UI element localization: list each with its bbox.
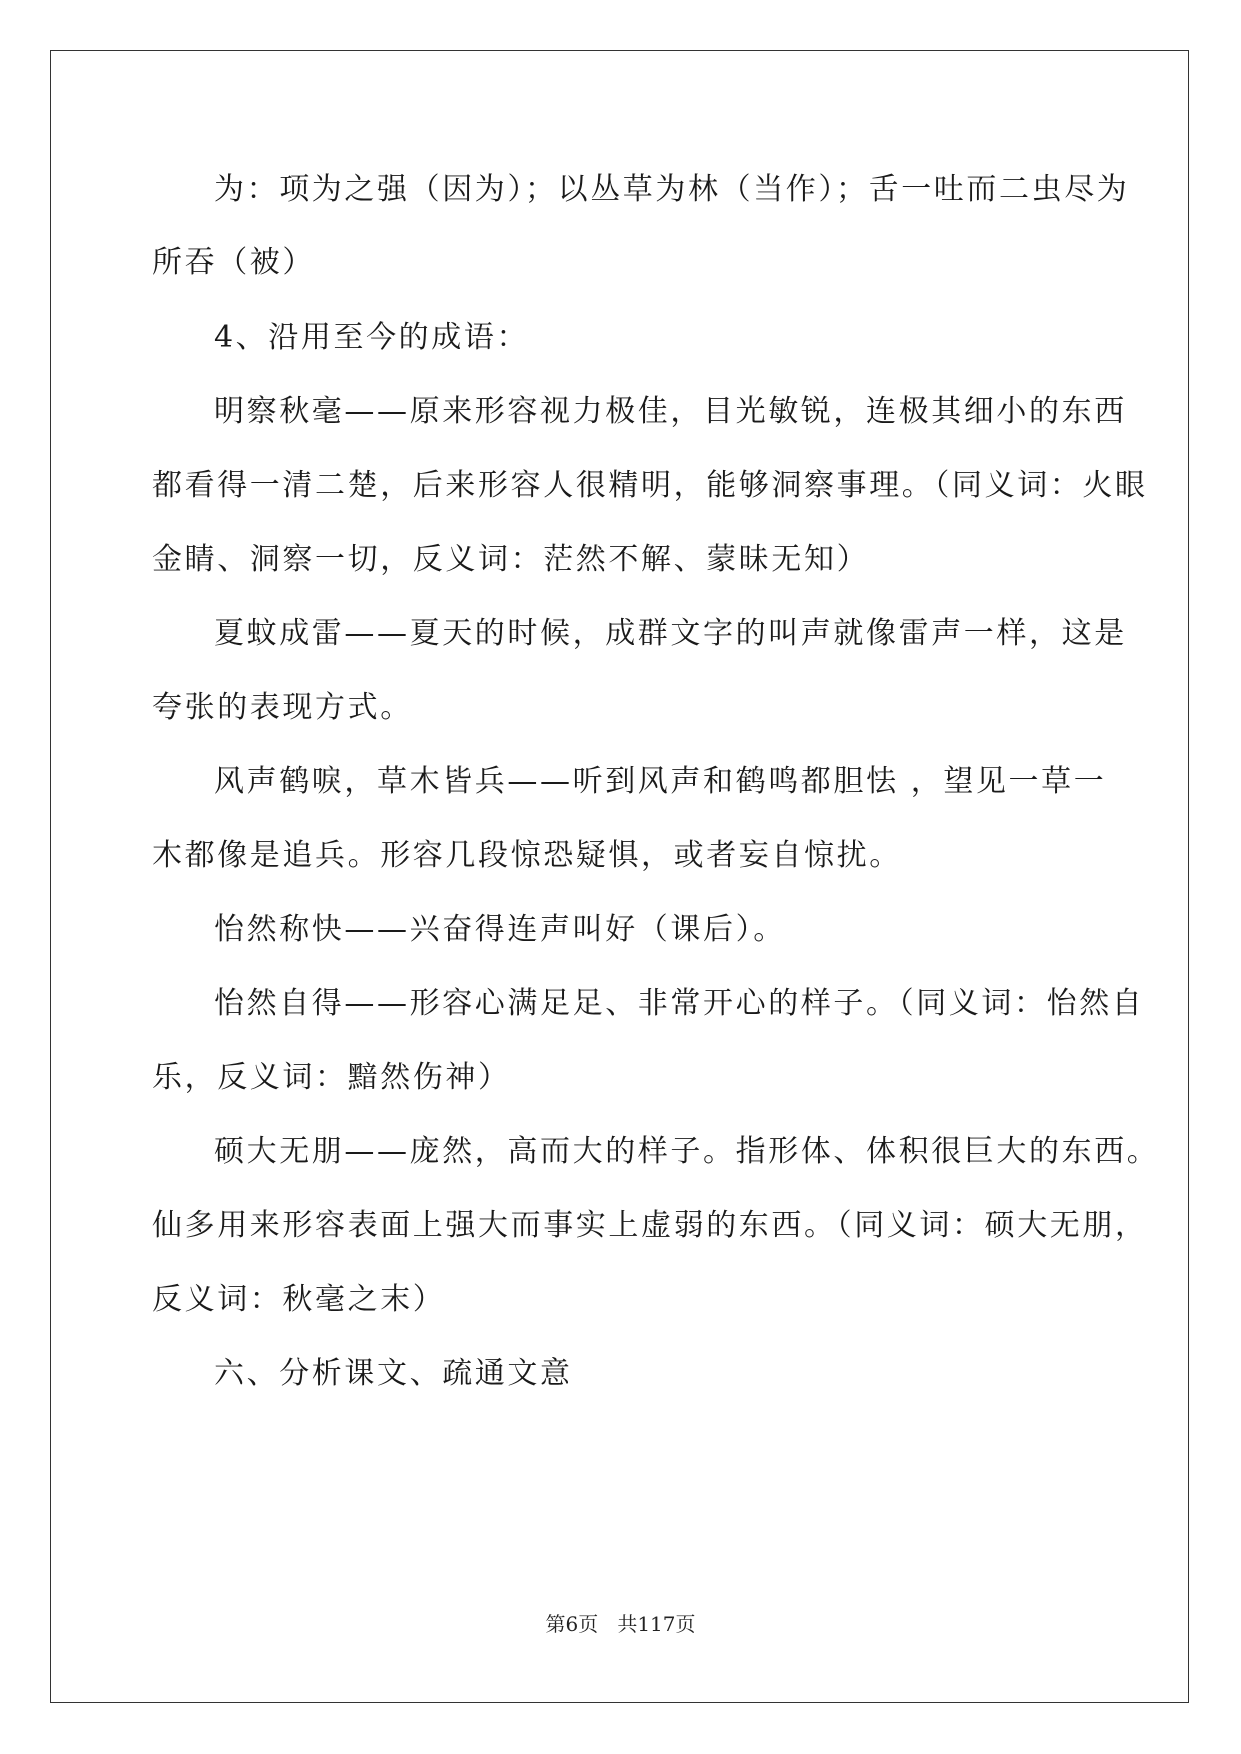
text-line: 为：项为之强（因为）；以丛草为林（当作）；舌一吐而二虫尽为 bbox=[214, 172, 1130, 207]
text-line: 夏蚊成雷——夏天的时候，成群文字的叫声就像雷声一样，这是 bbox=[214, 616, 1127, 651]
total-prefix: 共 bbox=[617, 1612, 638, 1636]
text-line: 夸张的表现方式。 bbox=[152, 690, 413, 725]
text-line: 反义词：秋毫之末） bbox=[152, 1282, 446, 1317]
page-footer bbox=[0, 1611, 1241, 1637]
page-prefix: 第 bbox=[545, 1612, 566, 1636]
section-heading: 六、分析课文、疏通文意 bbox=[214, 1356, 573, 1391]
total-pages: 117 bbox=[637, 1612, 676, 1636]
total-suffix: 页 bbox=[675, 1612, 696, 1636]
text-line: 怡然称快——兴奋得连声叫好（课后）。 bbox=[214, 912, 786, 947]
text-line: 乐，反义词：黯然伤神） bbox=[152, 1060, 511, 1095]
text-line: 风声鹤唳，草木皆兵——听到风声和鹤鸣都胆怯 ，望见一草一 bbox=[214, 764, 1107, 799]
page-suffix: 页 bbox=[578, 1612, 599, 1636]
page-number: 6 bbox=[565, 1612, 579, 1636]
text-line: 金睛、洞察一切，反义词：茫然不解、蒙昧无知） bbox=[152, 542, 870, 577]
page-border bbox=[50, 50, 1189, 1703]
text-line: 所吞（被） bbox=[152, 245, 315, 280]
text-line: 怡然自得——形容心满足足、非常开心的样子。（同义词：怡然自 bbox=[214, 986, 1145, 1021]
text-line: 仙多用来形容表面上强大而事实上虚弱的东西。（同义词：硕大无朋， bbox=[152, 1208, 1148, 1243]
text-line: 都看得一清二楚，后来形容人很精明，能够洞察事理。（同义词：火眼 bbox=[152, 468, 1148, 503]
section-heading: 4、沿用至今的成语： bbox=[214, 320, 530, 355]
text-line: 明察秋毫——原来形容视力极佳，目光敏锐，连极其细小的东西 bbox=[214, 394, 1127, 429]
text-line: 木都像是追兵。形容几段惊恐疑惧，或者妄自惊扰。 bbox=[152, 838, 902, 873]
text-line: 硕大无朋——庞然，高而大的样子。指形体、体积很巨大的东西。 bbox=[214, 1134, 1160, 1169]
